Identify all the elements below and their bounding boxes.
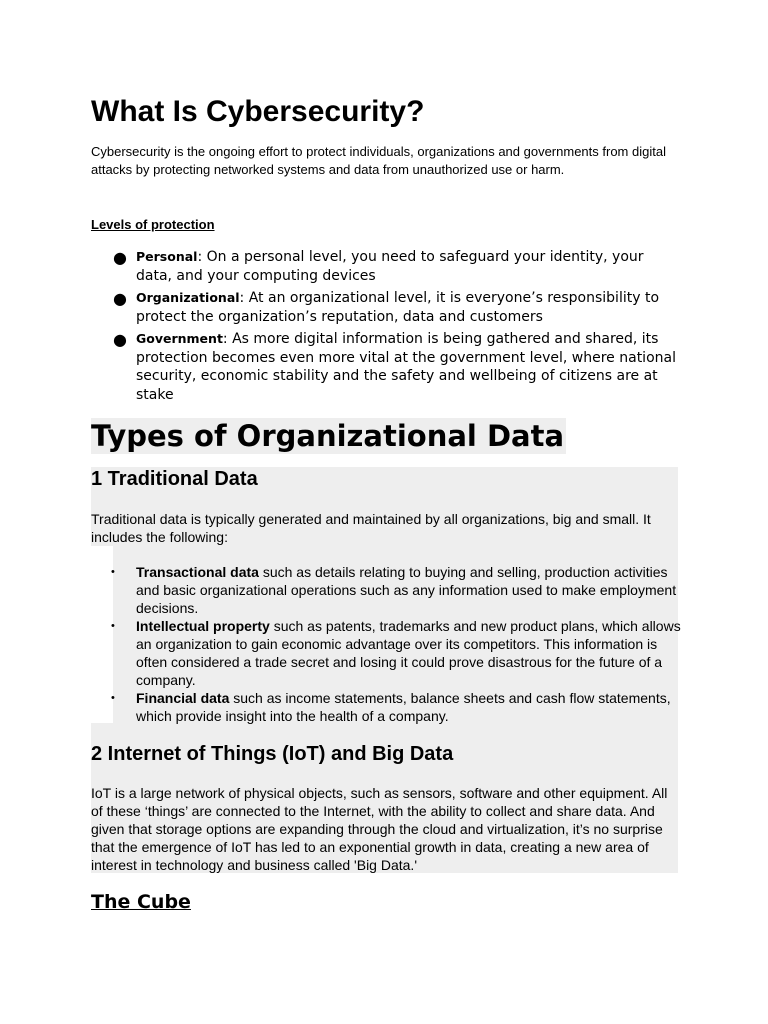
bullet-icon: • [111,620,115,632]
page-title: What Is Cybersecurity? [91,95,425,128]
bullet-icon: ● [113,330,127,349]
list-item [91,563,681,617]
data-types-list [91,563,681,725]
section-title: Types of Organizational Data [91,419,565,453]
iot-paragraph: IoT is a large network of physical objects, such as sensors, software and other equipment. All of these ‘things’ are connected to the Internet, with the ability to collect and share data. And given that storage options are expanding through the cloud and virtualization, it’s no surprise that the emergence of IoT has led to an exponential growth in data, creating a new area of interest in technology and business called 'Big Data.' [91,785,668,873]
level-text: : At an organizational level, it is everyone’s responsibility to protect the organization’s reputation, data and customers [136,290,660,325]
data-type-text: such as income statements, balance sheets and cash flow statements, which provide insight into the health of a company. [136,690,671,724]
list-item [91,289,683,326]
bullet-icon: ● [113,248,127,267]
list-item [91,617,681,689]
data-type-term: Intellectual property [136,618,270,634]
data-type-text: such as patents, trademarks and new product plans, which allows an organization to gain economic advantage over its competitors. This information is often considered a trade secret and losing it could prove disastrous for the future of a company. [136,618,681,688]
level-text: : On a personal level, you need to safeguard your identity, your data, and your computing devices [136,249,644,284]
level-text: : As more digital information is being gathered and shared, its protection becomes even more vital at the government level, where national security, economic stability and the safety and wellbeing of citizens are at stake [136,331,676,403]
traditional-data-heading: 1 Traditional Data [91,468,258,490]
cube-heading: The Cube [91,891,191,913]
level-term: Organizational [136,290,240,305]
level-term: Government [136,331,223,346]
data-type-term: Transactional data [136,564,259,580]
list-item [91,330,683,404]
iot-heading: 2 Internet of Things (IoT) and Big Data [91,743,454,765]
data-type-text: such as details relating to buying and selling, production activities and basic organizational operations such as any information used to make employment decisions. [136,564,677,616]
levels-list [91,248,683,408]
list-item [91,248,683,285]
traditional-data-intro: Traditional data is typically generated and maintained by all organizations, big and small. It includes the following: [91,511,651,545]
level-term: Personal [136,249,198,264]
list-item [91,689,681,725]
levels-heading: Levels of protection [91,217,215,232]
bullet-icon: • [111,566,115,578]
data-type-term: Financial data [136,690,230,706]
intro-paragraph: Cybersecurity is the ongoing effort to protect individuals, organizations and governments from digital attacks by protecting networked systems and data from unauthorized use or harm. [91,144,666,177]
bullet-icon: • [111,692,115,704]
bullet-icon: ● [113,289,127,308]
